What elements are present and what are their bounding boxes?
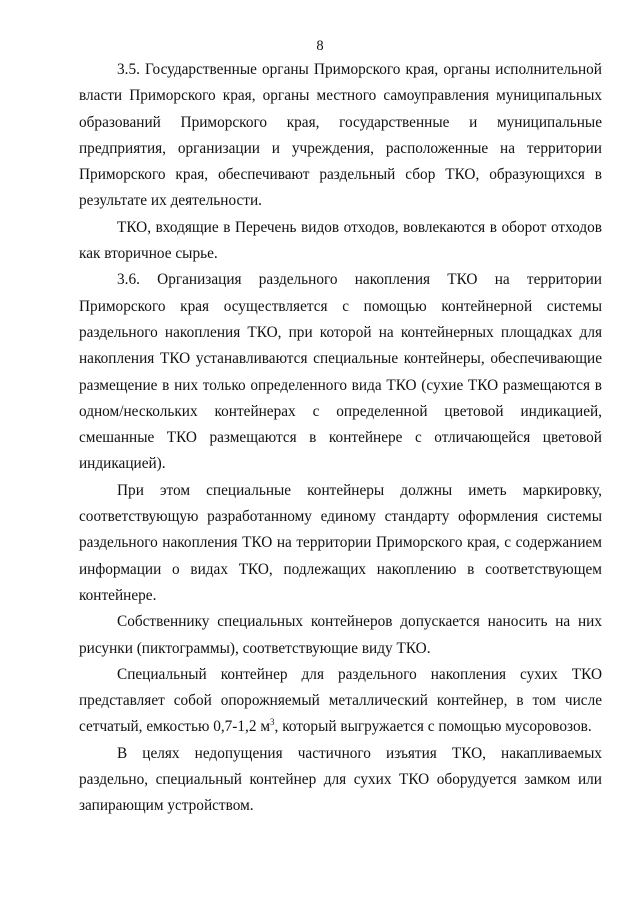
dry-container-text-after: , который выгружается с помощью мусоровозов. xyxy=(274,718,592,736)
cubic-superscript: 3 xyxy=(270,717,275,728)
page-number: 8 xyxy=(316,38,324,54)
paragraph-3-6: 3.6. Организация раздельного накопления ТКО на территории Приморского края осуществляется с помощью контейнерной системы раздельного накопления ТКО, при которой на контейнерных площадках для накопления ТКО устанавливаются специальные контейнеры, обеспечивающие размещение в них только определенного вида ТКО (сухие ТКО размещаются в одном/нескольких контейнерах с определенной цветовой индикацией, смешанные ТКО размещаются в контейнере с отличающейся цветовой индикацией). xyxy=(79,271,602,473)
paragraph-pictograms: Собственнику специальных контейнеров допускается наносить на них рисунки (пиктограммы), соответствующие виду ТКО. xyxy=(79,613,602,657)
paragraph-lock-device: В целях недопущения частичного изъятия ТКО, накапливаемых раздельно, специальный контейнер для сухих ТКО оборудуется замком или запирающим устройством. xyxy=(79,744,602,815)
paragraph-3-5: 3.5. Государственные органы Приморского края, органы исполнительной власти Приморского края, органы местного самоуправления муниципальных образований Приморского края, государственные и муниципальные предприятия, организации и учреждения, расположенные на территории Приморского края, обеспечивают раздельный сбор ТКО, образующихся в результате их деятельности. xyxy=(79,61,602,210)
dry-container-text-before: Специальный контейнер для раздельного накопления сухих ТКО представляет собой опорожняемый металлический контейнер, в том числе сетчатый, емкостью 0,7-1,2 м xyxy=(79,665,602,736)
document-body xyxy=(79,57,602,820)
paragraph-tko-secondary-raw: ТКО, входящие в Перечень видов отходов, вовлекаются в оборот отходов как вторичное сырье. xyxy=(79,218,602,263)
paragraph-container-marking: При этом специальные контейнеры должны иметь маркировку, соответствующую разработанному единому стандарту оформления системы раздельного накопления ТКО на территории Приморского края, с содержанием информации о видах ТКО, подлежащих накоплению в соответствующем контейнере. xyxy=(79,481,602,604)
paragraph-dry-waste-container xyxy=(79,662,602,741)
